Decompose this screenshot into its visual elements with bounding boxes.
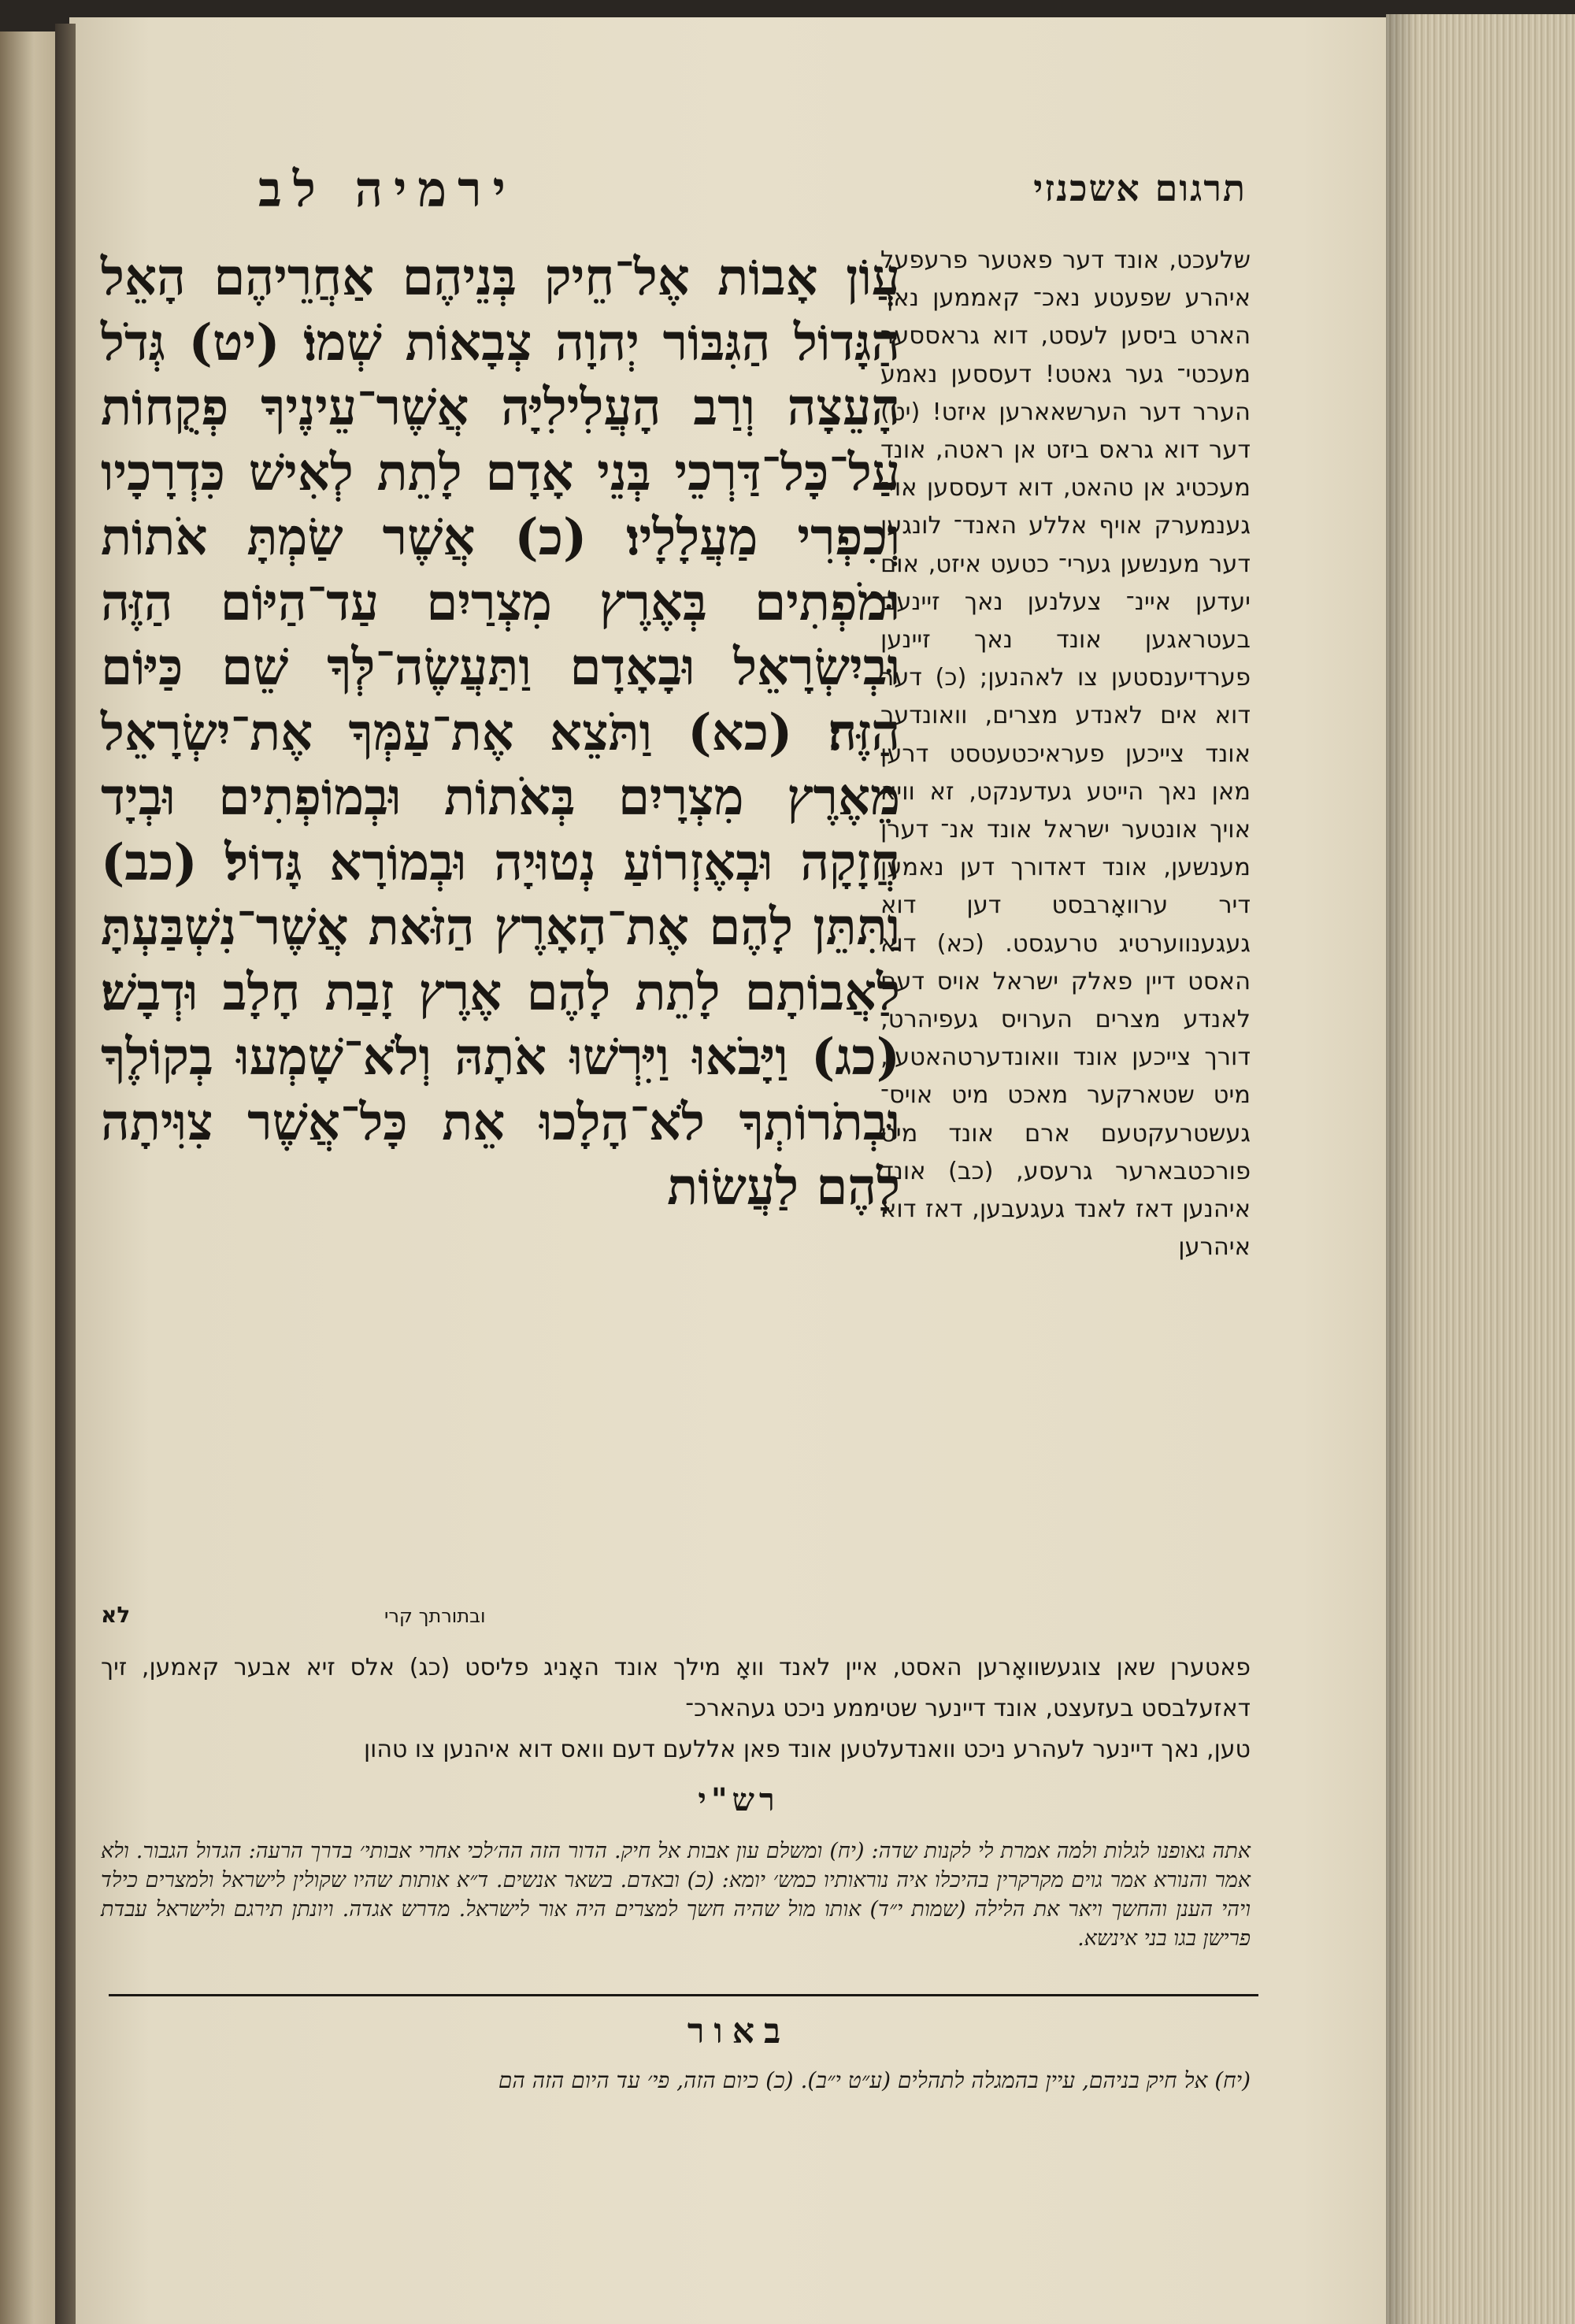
catchword: לא (101, 1602, 131, 1628)
running-head-book-chapter: ירמיה לב (258, 161, 517, 218)
hebrew-text-column (101, 246, 900, 1221)
page-content (69, 17, 1408, 2324)
rashi-commentary (101, 1837, 1251, 1953)
targum-line: טען, נאך דיינער לעהרע ניכט וואנדעלטען אונד פאן אללעם דעם וואס דוא איהנען צו טהון (363, 1736, 1251, 1763)
hebrew-paragraph: עֲוֹן אָבוֹת אֶל־חֵיק בְּנֵיהֶם אַחֲרֵיהֶם הָאֵל הַגָּדוֹל הַגִּבּוֹר יְהוָה צְבָאוֹת שְׁמוֹ׃ (יט) גְּדֹל הָעֵצָה וְרַב הָעֲלִילִיָּה אֲשֶׁר־עֵינֶיךָ פְקֻחוֹת עַל־כָּל־דַּרְכֵי בְּנֵי אָדָם לָתֵת לְאִישׁ כִּדְרָכָיו וְכִפְרִי מַעֲלָלָיו׃ (כ) אֲשֶׁר שַׂמְתָּ אֹתוֹת וּמֹפְתִים בְּאֶרֶץ מִצְרַיִם עַד־הַיּוֹם הַזֶּה וּבְיִשְׂרָאֵל וּבָאָדָם וַתַּעֲשֶׂה־לְּךָ שֵׁם כַּיּוֹם הַזֶּה׃ (כא) וַתֹּצֵא אֶת־עַמְּךָ אֶת־יִשְׂרָאֵל מֵאֶרֶץ מִצְרָיִם בְּאֹתוֹת וּבְמוֹפְתִים וּבְיָד חֲזָקָה וּבְאֶזְרוֹעַ נְטוּיָה וּבְמוֹרָא גָּדוֹל׃ (כב) וַתִּתֵּן לָהֶם אֶת־הָאָרֶץ הַזֹּאת אֲשֶׁר־נִשְׁבַּעְתָּ לַאֲבוֹתָם לָתֵת לָהֶם אֶרֶץ זָבַת חָלָב וּדְבָשׁ׃ (כג) וַיָּבֹאוּ וַיִּרְשׁוּ אֹתָהּ וְלֹא־שָׁמְעוּ בְקוֹלֶךָ וּבְתֹרוֹתְךָ לֹא־הָלָכוּ אֵת כָּל־אֲשֶׁר צִוִּיתָה לָהֶם לַעֲשׂוֹת (101, 248, 900, 1217)
targum-continuation (101, 1648, 1251, 1770)
margin-notes (101, 1602, 900, 1633)
biur-heading: באור (687, 2011, 791, 2052)
qere-note: ובתורתך קרי (384, 1605, 486, 1627)
targum-paragraph: שלעכט, אונד דער פאטער פרעפעל איהרע שפעטע נאכ־ קאממען נאך הארט ביסען לעסט, דוא גראססער מעכטי־ גער גאטט! דעססען נאמע הערר דער הערשאארען איזט! (יט) דער דוא גראס ביזט אן ראטה, אונד מעכטיג אן טהאט, דוא דעססען אוי־ גענמערק אויף אללע האנד־ לונגען דער מענשען גערי־ כטעט איזט, אום יעדען איינ־ צעלנען נאך זיינעם בעטראגען אונד נאך זיינען פערדיענסטען צו לאהנען; (כ) דער דוא אים לאנדע מצרים, וואונדער אונד צייכען פעראיכטעטסט דרען מאן נאך הייטע געדענקט, זא וויא אויך אונטער ישראל אונד אנ־ דערן מענשען, אונד דאדורך דען נאמען דיר ערוואָרבסט דען דוא געגענווערטיג טרעגסט. (כא) דוא האסט דיין פאלק ישראל אויס דעם לאנדע מצרים הערויס געפיהרט, דורך צייכען אונד וואונדערטהאטען, מיט שטארקער מאכט מיט אויס־ געשטרעקטעם ארם אונד מיט פורכטבארער גרעסע, (כב) אונד איהנען דאז לאנד געגעבען, דאז דוא איהרען (880, 246, 1251, 1262)
targum-line: פאטערן שאן צוגעשוואָרען האסט, איין לאנד וואָ מילך אונד האָניג פליסט (כג) אלס זיא אבער קאמען, זיך דאזעלבסט בעזעצט, אונד דיינער שטיממע ניכט געהארכ־ (101, 1654, 1251, 1722)
left-page-edge (0, 32, 61, 2324)
rashi-paragraph: אתה גאופנו לגלות ולמה אמרת לי לקנות שדה: (יח) ומשלם עון אבות אל חיק. הדור הזה הה׳לכי אחרי אבותי׳ בדרך הרעה: הגדול הגבור. ולא אמר והנורא אמר גוים מקרקרין בהיכלו איה נוראותיו כמש׳ יומא: (כ) ובאדם. בשאר אנשים. ד״א אותות שהיו שקולין לישראל ולמצרים כילד ויהי הענן והחשך ויאר את הלילה (שמות י״ד) אותו מול שהיה חשך למצרים היה אור לישראל. מדרש אגדה. ויונתן תירגם ולישראל עבדת פרישן בגו בני אינשא. (101, 1839, 1251, 1951)
biur-paragraph: (יח) אל חיק בניהם, עיין בהמגלה לתהלים (ע״ט י״ב). (כ) כיום הזה, פי׳ עד היום הזה הם (498, 2067, 1251, 2093)
running-head-title: תרגום אשכנזי (1033, 167, 1247, 209)
rashi-heading: רש"י (698, 1781, 780, 1818)
divider-rule (109, 1994, 1258, 1996)
running-head (69, 161, 1408, 222)
biur-commentary (101, 2065, 1251, 2096)
targum-column (880, 242, 1251, 1266)
